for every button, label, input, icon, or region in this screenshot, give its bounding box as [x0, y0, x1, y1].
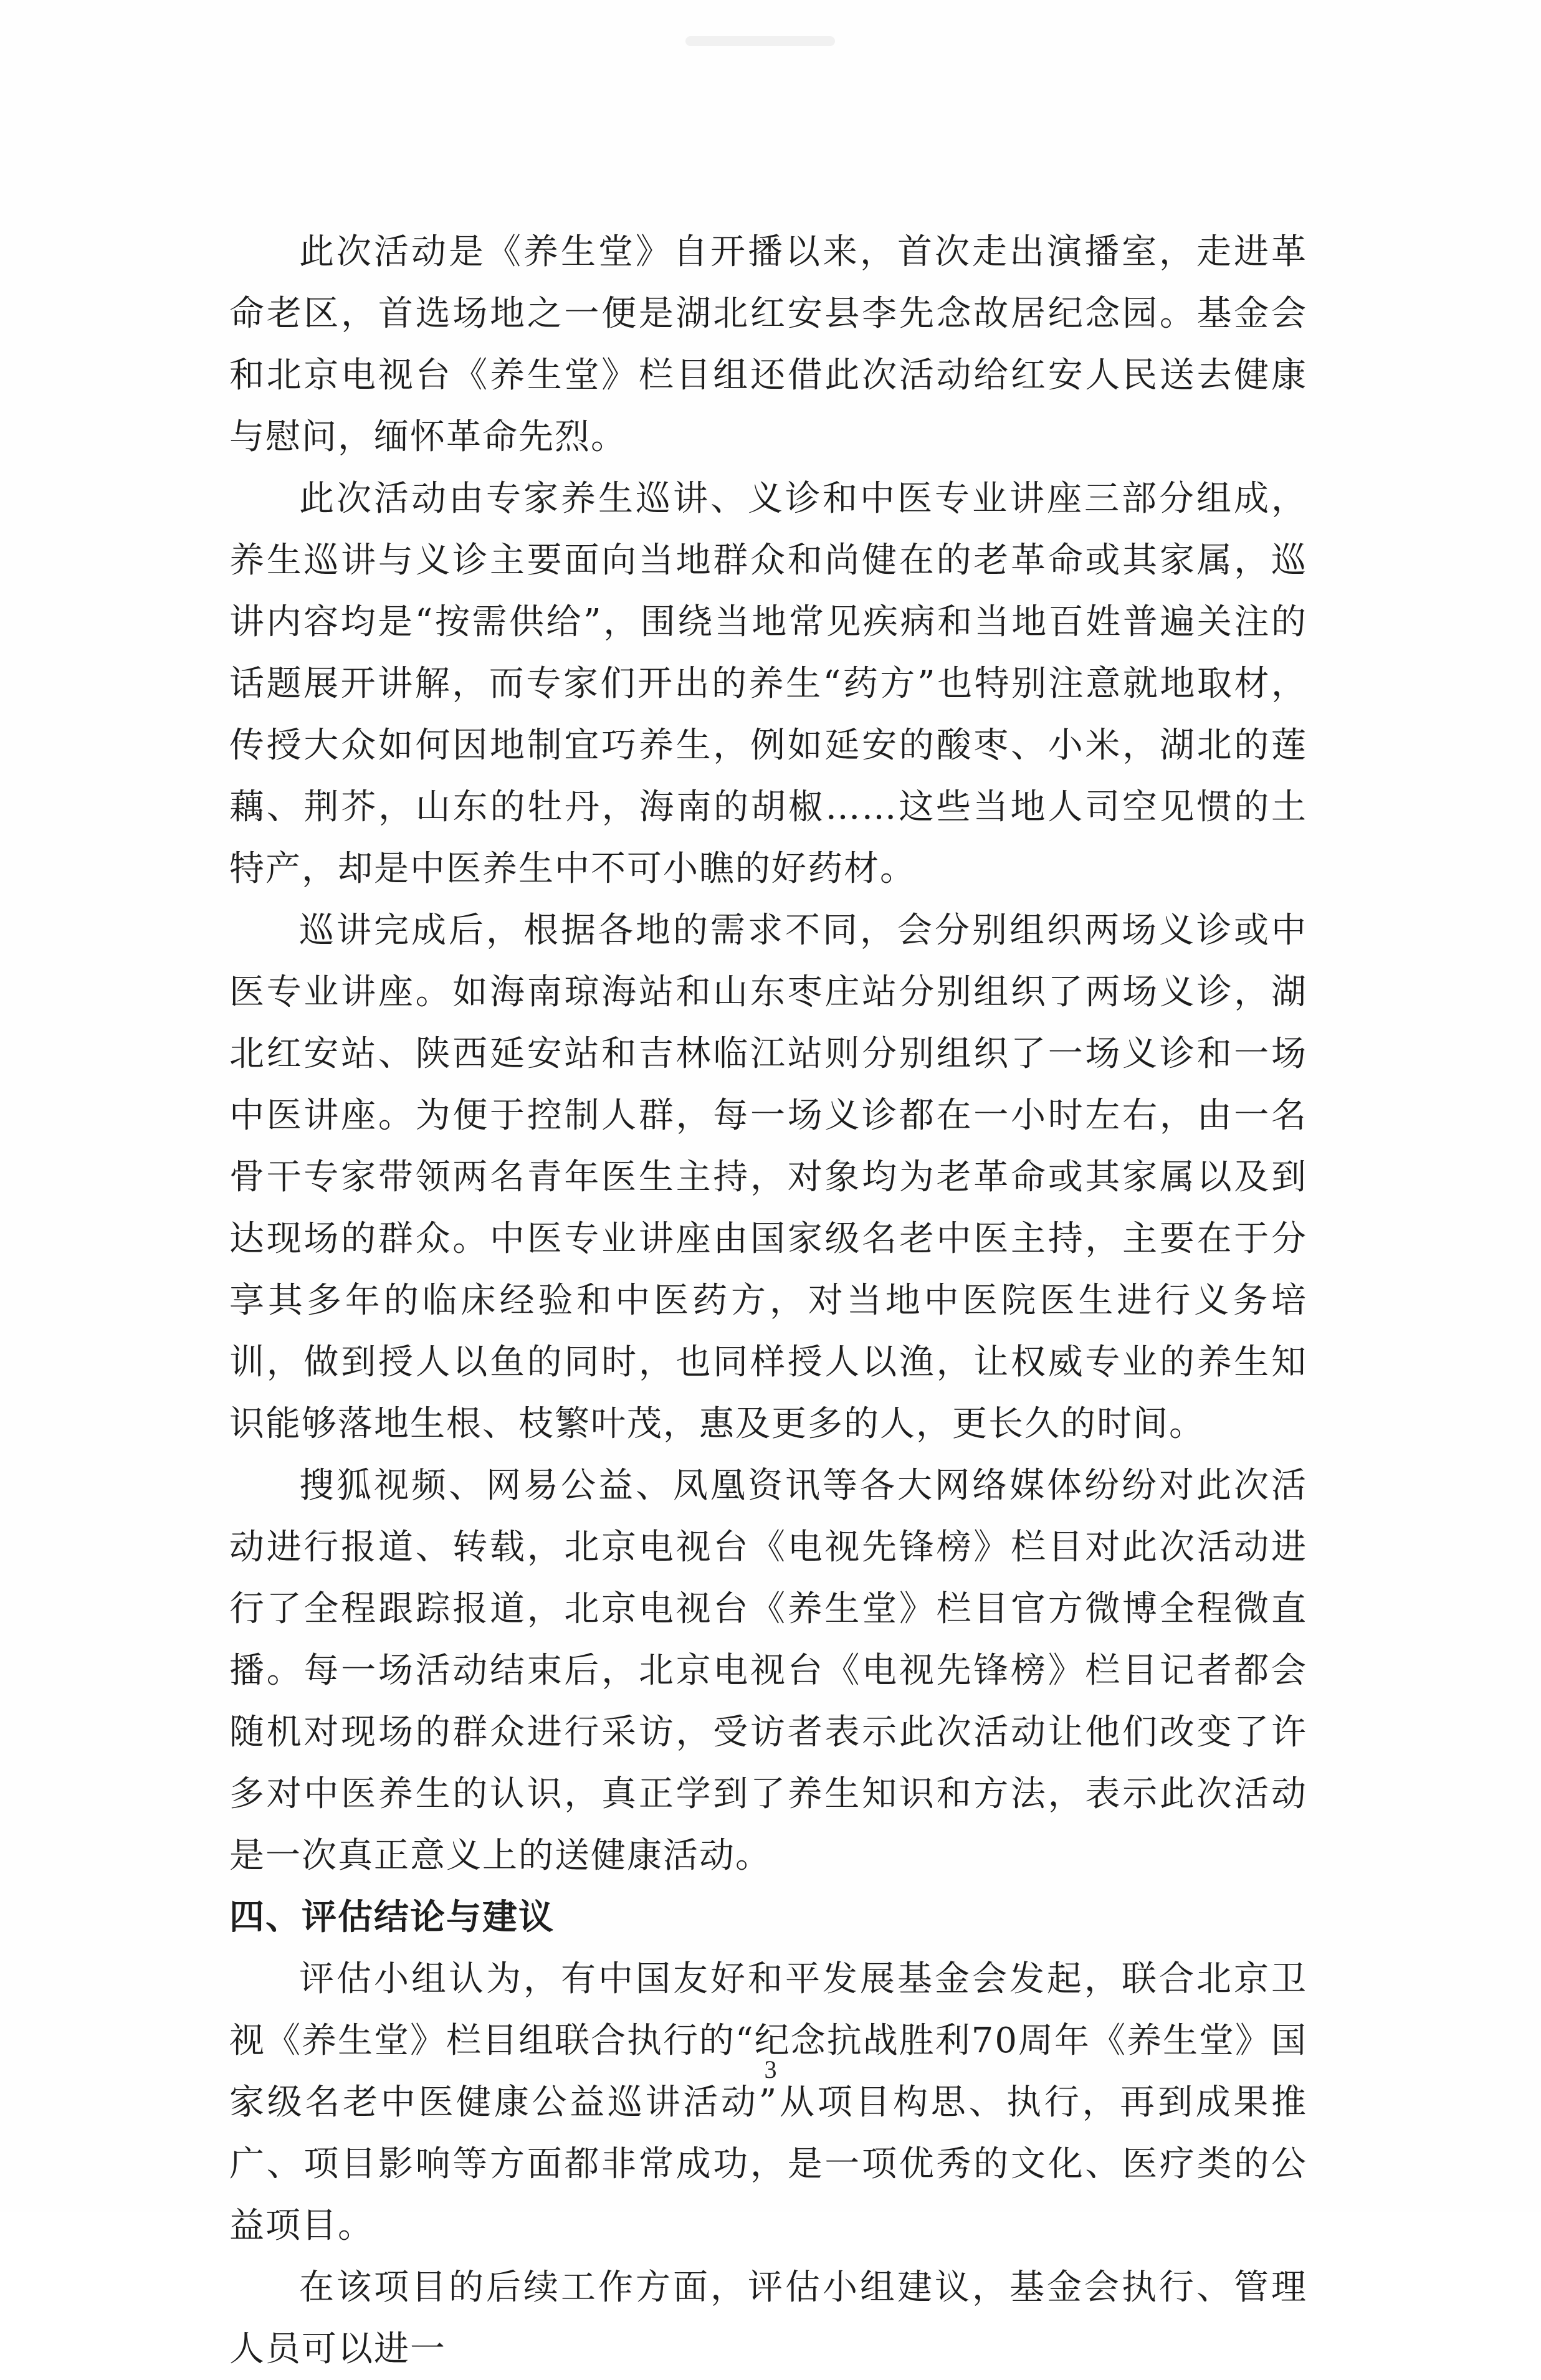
- scan-artifact: [685, 36, 835, 46]
- page-number: 3: [764, 2055, 777, 2083]
- paragraph-media-coverage: 搜狐视频、网易公益、凤凰资讯等各大网络媒体纷纷对此次活动进行报道、转载，北京电视台《电视先锋榜》栏目对此次活动进行了全程跟踪报道，北京电视台《养生堂》栏目官方微博全程微直播。每一场活动结束后，北京电视台《电视先锋榜》栏目记者都会随机对现场的群众进行采访，受访者表示此次活动让他们改变了许多对中医养生的认识，真正学到了养生知识和方法，表示此次活动是一次真正意义上的送健康活动。: [229, 1465, 1307, 1876]
- paragraph-conclusion: 评估小组认为，有中国友好和平发展基金会发起，联合北京卫视《养生堂》栏目组联合执行的“纪念抗战胜利70周年《养生堂》国家级名老中医健康公益巡讲活动”从项目构思、执行，再到成果推广、项目影响等方面都非常成功，是一项优秀的文化、医疗类的公益项目。: [229, 1959, 1307, 2246]
- paragraph-clinics-lectures: 巡讲完成后，根据各地的需求不同，会分别组织两场义诊或中医专业讲座。如海南琼海站和山东枣庄站分别组织了两场义诊，湖北红安站、陕西延安站和吉林临江站则分别组织了一场义诊和一场中医讲座。为便于控制人群，每一场义诊都在一小时左右，由一名骨干专家带领两名青年医生主持，对象均为老革命或其家属以及到达现场的群众。中医专业讲座由国家级名老中医主持，主要在于分享其多年的临床经验和中医药方，对当地中医院医生进行义务培训，做到授人以鱼的同时，也同样授人以渔，让权威专业的养生知识能够落地生根、枝繁叶茂，惠及更多的人，更长久的时间。: [229, 910, 1307, 1444]
- paragraph-activity-intro: 此次活动是《养生堂》自开播以来，首次走出演播室，走进革命老区，首选场地之一便是湖北红安县李先念故居纪念园。基金会和北京电视台《养生堂》栏目组还借此次活动给红安人民送去健康与慰问，缅怀革命先烈。: [229, 232, 1307, 457]
- paragraph-activity-components: 此次活动由专家养生巡讲、义诊和中医专业讲座三部分组成，养生巡讲与义诊主要面向当地群众和尚健在的老革命或其家属，巡讲内容均是“按需供给”，围绕当地常见疾病和当地百姓普遍关注的话题展开讲解，而专家们开出的养生“药方”也特别注意就地取材，传授大众如何因地制宜巧养生，例如延安的酸枣、小米，湖北的莲藕、荆芥，山东的牡丹，海南的胡椒……这些当地人司空见惯的土特产，却是中医养生中不可小瞧的好药材。: [229, 478, 1307, 889]
- section-heading: 四、评估结论与建议: [229, 1897, 555, 1938]
- paragraph-recommendation: 在该项目的后续工作方面，评估小组建议，基金会执行、管理人员可以进一: [229, 2267, 1307, 2369]
